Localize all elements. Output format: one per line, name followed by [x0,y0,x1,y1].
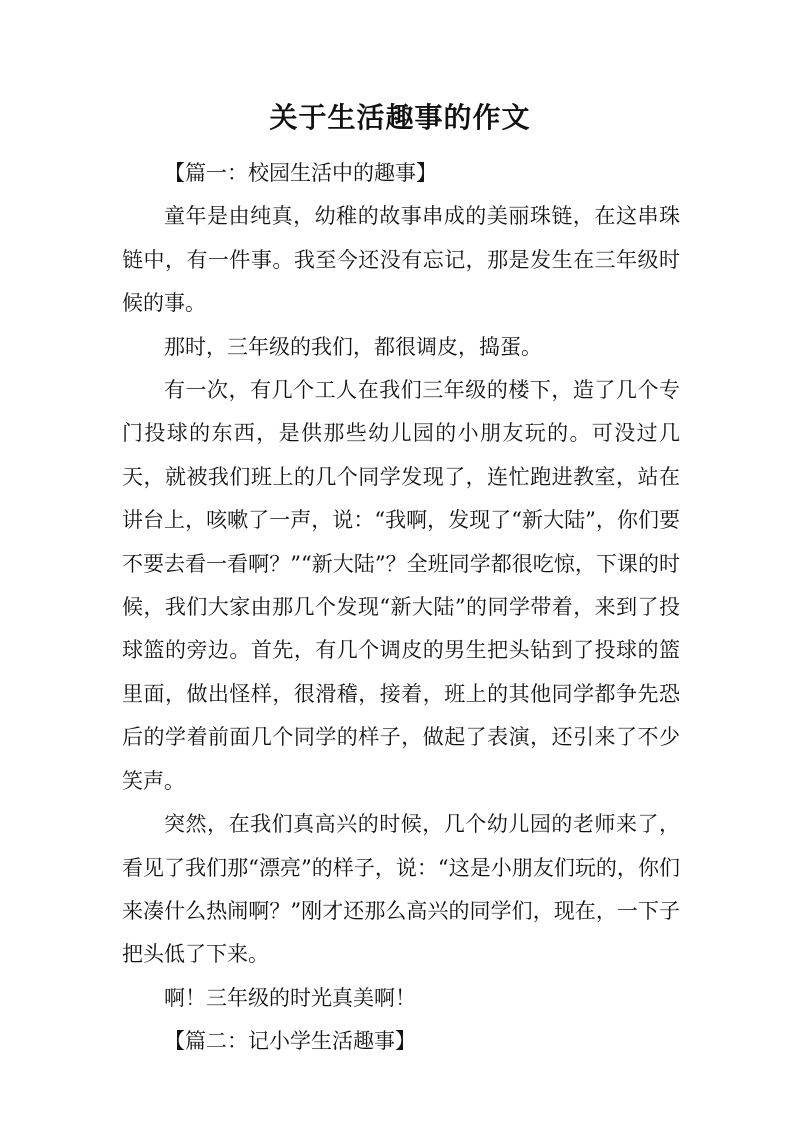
paragraph-4: 突然，在我们真高兴的时候，几个幼儿园的老师来了，看见了我们那“漂亮”的样子，说：“这是小朋友们玩的，你们来凑什么热闹啊？”刚才还那么高兴的同学们，现在，一下子把头低了下来。 [122,812,680,967]
section-heading-2: 【篇二：记小学生活趣事】 [164,1029,416,1054]
paragraph-3: 有一次，有几个工人在我们三年级的楼下，造了几个专门投球的东西，是供那些幼儿园的小朋友玩的。可没过几天，就被我们班上的几个同学发现了，连忙跑进教室，站在讲台上，咳嗽了一声，说：“我啊，发现了“新大陆”，你们要不要去看一看啊？”“新大陆”？全班同学都很吃惊，下课的时候，我们大家由那几个发现“新大陆”的同学带着，来到了投球篮的旁边。首先，有几个调皮的男生把头钻到了投球的篮里面，做出怪样，很滑稽，接着，班上的其他同学都争先恐后的学着前面几个同学的样子，做起了表演，还引来了不少笑声。 [122,378,680,793]
paragraph-1: 童年是由纯真，幼稚的故事串成的美丽珠链，在这串珠链中，有一件事。我至今还没有忘记，那是发生在三年级时候的事。 [122,204,680,316]
document-title: 关于生活趣事的作文 [269,101,531,134]
section-heading-1: 【篇一：校园生活中的趣事】 [164,161,437,185]
paragraph-2: 那时，三年级的我们，都很调皮，捣蛋。 [164,334,542,359]
document-body [122,152,680,1064]
paragraph-5: 啊！三年级的时光真美啊！ [164,985,416,1010]
